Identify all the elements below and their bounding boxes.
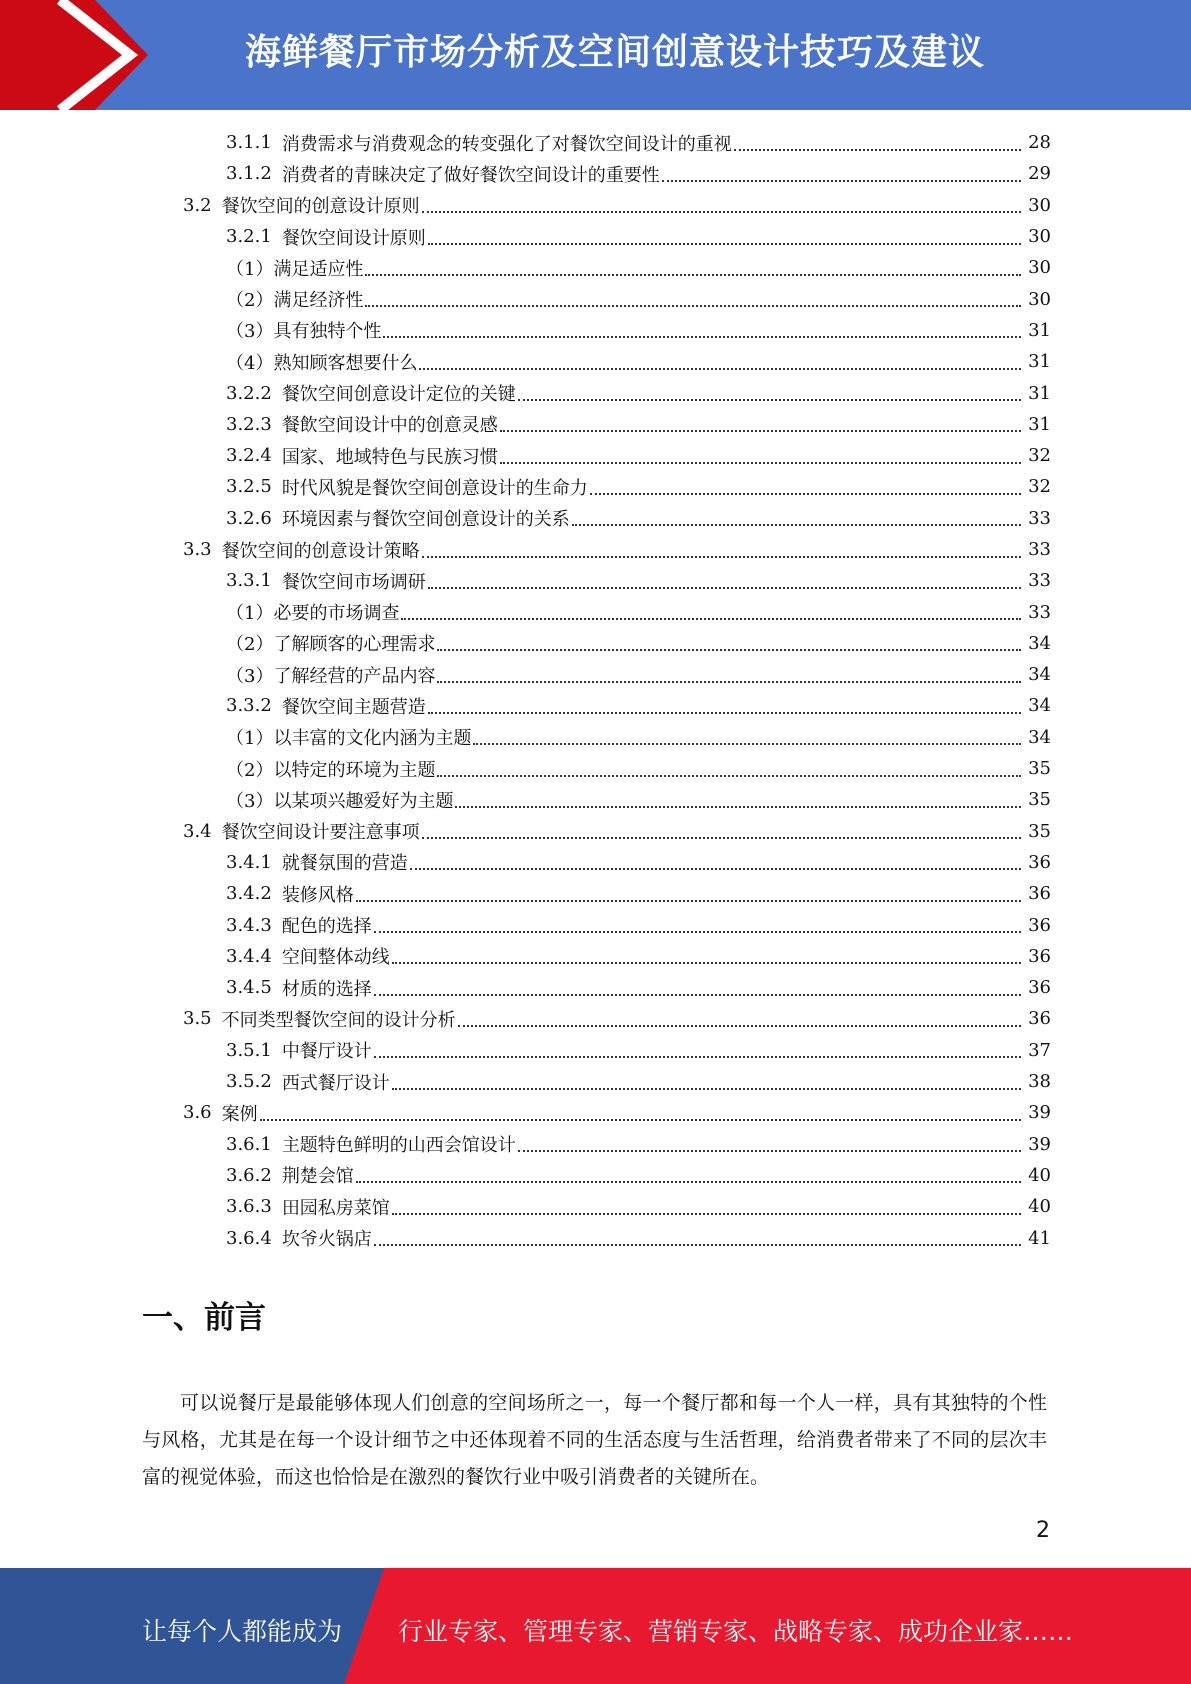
toc-entry[interactable] [0, 659, 1051, 690]
toc-entry-number: 3.1.2 [226, 163, 272, 185]
toc-entry-title: 不同类型餐饮空间的设计分析 [221, 1009, 456, 1031]
toc-entry-number: 3.4.4 [226, 945, 272, 967]
toc-entry-page: 31 [1028, 319, 1051, 341]
toc-entry-title: 餐饮空间主题营造 [281, 696, 426, 718]
toc-entry-page: 33 [1028, 507, 1051, 529]
toc-entry-number: 3.1.1 [226, 132, 272, 154]
toc-dot-leader [383, 336, 1021, 338]
toc-dot-leader [458, 1025, 1021, 1027]
toc-dot-leader [356, 1181, 1021, 1183]
toc-entry[interactable] [0, 221, 1051, 252]
toc-entry-number: （3） [226, 321, 274, 343]
toc-entry-title: 中餐厅设计 [281, 1041, 372, 1063]
toc-entry-title: 餐饮空间设计要注意事项 [221, 822, 420, 844]
toc-entry-title: 就餐氛围的营造 [281, 853, 408, 875]
toc-entry-page: 36 [1028, 1008, 1051, 1030]
footer-slogan-right: 行业专家、管理专家、营销专家、战略专家、成功企业家…… [398, 1617, 1074, 1646]
toc-dot-leader [437, 681, 1021, 683]
toc-entry[interactable] [0, 534, 1051, 565]
toc-entry-page: 41 [1028, 1227, 1051, 1249]
toc-dot-leader [500, 462, 1021, 464]
toc-entry[interactable] [0, 784, 1051, 815]
toc-entry-title: 满足经济性 [273, 290, 364, 312]
toc-entry-number: 3.4 [183, 820, 212, 842]
toc-entry-page: 33 [1028, 570, 1051, 592]
toc-entry-title: 国家、地域特色与民族习惯 [281, 446, 498, 468]
toc-entry-title: 田园私房菜馆 [281, 1197, 390, 1219]
toc-dot-leader [500, 430, 1021, 432]
toc-entry-number: 3.2.3 [226, 413, 272, 435]
toc-dot-leader [422, 211, 1021, 213]
section-heading: 一、前言 [142, 1300, 266, 1336]
page-header [0, 0, 1191, 110]
toc-entry-page: 39 [1028, 1133, 1051, 1155]
toc-entry[interactable] [0, 440, 1051, 471]
toc-entry[interactable] [0, 1066, 1051, 1097]
toc-entry-number: 3.2.5 [226, 476, 272, 498]
toc-entry-title: 案例 [221, 1103, 258, 1125]
toc-entry-number: 3.4.2 [226, 883, 272, 905]
toc-entry-title: 环境因素与餐饮空间创意设计的关系 [281, 509, 570, 531]
toc-entry-page: 36 [1028, 945, 1051, 967]
toc-entry-number: 3.6.3 [226, 1196, 272, 1218]
toc-entry-number: 3.4.1 [226, 851, 272, 873]
toc-entry-title: 餐飲空间设计中的创意灵感 [281, 415, 498, 437]
toc-entry[interactable] [0, 816, 1051, 847]
toc-dot-leader [428, 587, 1021, 589]
toc-entry[interactable] [0, 722, 1051, 753]
toc-entry-page: 35 [1028, 820, 1051, 842]
toc-entry[interactable] [0, 377, 1051, 408]
toc-entry[interactable] [0, 315, 1051, 346]
toc-entry[interactable] [0, 565, 1051, 596]
toc-entry-number: 3.5 [183, 1008, 212, 1030]
toc-dot-leader [428, 243, 1021, 245]
toc-entry-number: （2） [226, 290, 274, 312]
page-footer [0, 1568, 1191, 1684]
toc-dot-leader [422, 837, 1021, 839]
toc-entry-title: 餐饮空间市场调研 [281, 571, 426, 593]
toc-entry-title: 了解顾客的心理需求 [273, 634, 436, 656]
toc-entry-page: 38 [1028, 1071, 1051, 1093]
toc-entry[interactable] [0, 1097, 1051, 1128]
toc-dot-leader [392, 1213, 1021, 1215]
toc-entry[interactable] [0, 471, 1051, 502]
toc-dot-leader [356, 900, 1021, 902]
toc-entry-page: 37 [1028, 1039, 1051, 1061]
toc-dot-leader [455, 806, 1021, 808]
toc-entry[interactable] [0, 346, 1051, 377]
toc-entry[interactable] [0, 190, 1051, 221]
table-of-contents [0, 127, 1191, 1254]
toc-entry-number: 3.2.1 [226, 226, 272, 248]
toc-dot-leader [374, 1244, 1021, 1246]
toc-dot-leader [572, 524, 1021, 526]
toc-entry-number: 3.6.4 [226, 1227, 272, 1249]
toc-dot-leader [428, 712, 1021, 714]
toc-entry-title: 消费者的青睐决定了做好餐饮空间设计的重要性 [281, 164, 660, 186]
toc-entry-number: 3.3.2 [226, 695, 272, 717]
toc-entry-title: 材质的选择 [281, 978, 372, 1000]
toc-entry-number: 3.2.6 [226, 507, 272, 529]
toc-entry-page: 32 [1028, 476, 1051, 498]
toc-entry-title: 满足适应性 [273, 258, 364, 280]
toc-entry[interactable] [0, 158, 1051, 189]
toc-dot-leader [260, 1119, 1021, 1121]
toc-entry[interactable] [0, 753, 1051, 784]
toc-dot-leader [419, 368, 1021, 370]
toc-dot-leader [437, 775, 1021, 777]
toc-entry-title: 餐饮空间创意设计定位的关键 [281, 384, 516, 406]
toc-entry-page: 30 [1028, 288, 1051, 310]
toc-dot-leader [734, 149, 1021, 151]
toc-dot-leader [590, 493, 1021, 495]
toc-entry-page: 30 [1028, 226, 1051, 248]
toc-entry-title: 熟知顾客想要什么 [273, 352, 418, 374]
toc-entry-number: （3） [226, 790, 274, 812]
toc-entry[interactable] [0, 1003, 1051, 1034]
toc-entry-page: 34 [1028, 632, 1051, 654]
toc-entry-number: （2） [226, 634, 274, 656]
toc-entry-number: 3.2.2 [226, 382, 272, 404]
toc-entry[interactable] [0, 1129, 1051, 1160]
toc-entry-page: 30 [1028, 194, 1051, 216]
toc-entry-page: 31 [1028, 413, 1051, 435]
toc-dot-leader [392, 1088, 1021, 1090]
toc-entry-title: 以特定的环境为主题 [273, 759, 436, 781]
toc-entry-number: 3.4.5 [226, 977, 272, 999]
toc-entry-page: 40 [1028, 1164, 1051, 1186]
toc-entry-title: 必要的市场调查 [273, 603, 400, 625]
toc-dot-leader [401, 618, 1021, 620]
page-number: 2 [1036, 1518, 1050, 1543]
toc-entry-page: 40 [1028, 1196, 1051, 1218]
toc-entry-number: 3.3.1 [226, 570, 272, 592]
header-red-arrow-graphic [0, 0, 150, 110]
toc-entry-title: 以某项兴趣爱好为主题 [273, 790, 454, 812]
toc-entry-number: （1） [226, 728, 274, 750]
toc-entry[interactable] [0, 283, 1051, 314]
toc-entry-title: 具有独特个性 [273, 321, 382, 343]
toc-dot-leader [473, 743, 1021, 745]
toc-entry[interactable] [0, 252, 1051, 283]
toc-entry-page: 34 [1028, 726, 1051, 748]
toc-entry-number: 3.6.2 [226, 1164, 272, 1186]
toc-entry[interactable] [0, 628, 1051, 659]
toc-entry[interactable] [0, 1035, 1051, 1066]
toc-dot-leader [662, 180, 1021, 182]
toc-entry-page: 39 [1028, 1102, 1051, 1124]
footer-slogan-left: 让每个人都能成为 [142, 1617, 343, 1646]
toc-entry-page: 29 [1028, 163, 1051, 185]
toc-entry[interactable] [0, 127, 1051, 158]
toc-entry-page: 36 [1028, 977, 1051, 999]
toc-entry-page: 31 [1028, 382, 1051, 404]
toc-entry-title: 餐饮空间的创意设计策略 [221, 540, 420, 562]
toc-entry-number: （1） [226, 258, 274, 280]
toc-entry[interactable] [0, 909, 1051, 940]
toc-entry-page: 33 [1028, 539, 1051, 560]
toc-dot-leader [422, 556, 1021, 558]
toc-dot-leader [365, 305, 1021, 307]
toc-entry-number: （1） [226, 603, 274, 625]
toc-entry-page: 33 [1028, 601, 1051, 623]
toc-dot-leader [374, 994, 1021, 996]
toc-entry-title: 时代风貌是餐饮空间创意设计的生命力 [281, 477, 588, 499]
toc-entry-page: 36 [1028, 883, 1051, 905]
toc-dot-leader [374, 931, 1021, 933]
toc-entry-page: 34 [1028, 695, 1051, 717]
toc-entry-title: 装修风格 [281, 884, 354, 906]
toc-entry-title: 空间整体动线 [281, 947, 390, 969]
toc-entry-title: 餐饮空间的创意设计原则 [221, 196, 420, 218]
toc-entry-number: 3.6 [183, 1102, 212, 1124]
toc-entry-number: 3.6.1 [226, 1133, 272, 1155]
body-paragraph: 可以说餐厅是最能够体现人们创意的空间场所之一，每一个餐厅都和每一个人一样，具有其独特的个性与风格，尤其是在每一个设计细节之中还体现着不同的生活态度与生活哲理，给消费者带来了不同的层次丰富的视觉体验，而这也恰恰是在激烈的餐饮行业中吸引消费者的关键所在。 [142, 1392, 1047, 1488]
toc-entry-number: 3.2 [183, 194, 212, 216]
toc-dot-leader [374, 1056, 1021, 1058]
document-title: 海鲜餐厅市场分析及空间创意设计技巧及建议 [245, 32, 986, 73]
toc-entry-page: 34 [1028, 664, 1051, 686]
toc-entry-title: 坎爷火锅店 [281, 1229, 372, 1251]
toc-entry-title: 配色的选择 [281, 916, 372, 938]
toc-dot-leader [437, 649, 1021, 651]
toc-entry-title: 荆楚会馆 [281, 1166, 354, 1188]
toc-dot-leader [518, 399, 1021, 401]
toc-dot-leader [392, 962, 1021, 964]
toc-entry-number: （4） [226, 352, 274, 374]
toc-entry[interactable] [0, 878, 1051, 909]
toc-entry-number: 3.5.1 [226, 1039, 272, 1061]
toc-entry[interactable] [0, 1160, 1051, 1191]
toc-entry[interactable] [0, 503, 1051, 534]
toc-entry-page: 31 [1028, 351, 1051, 373]
toc-dot-leader [410, 868, 1021, 870]
toc-entry[interactable] [0, 1191, 1051, 1222]
toc-entry-page: 30 [1028, 257, 1051, 279]
toc-entry-title: 西式餐厅设计 [281, 1072, 390, 1094]
toc-entry[interactable] [0, 409, 1051, 440]
toc-entry[interactable] [0, 972, 1051, 1003]
toc-entry-number: 3.5.2 [226, 1071, 272, 1093]
toc-entry[interactable] [0, 847, 1051, 878]
toc-entry-number: （2） [226, 759, 274, 781]
toc-entry-number: 3.3 [183, 539, 212, 560]
toc-entry-number: 3.4.3 [226, 914, 272, 936]
toc-entry-page: 36 [1028, 914, 1051, 936]
toc-entry[interactable] [0, 596, 1051, 627]
toc-entry-title: 餐饮空间设计原则 [281, 227, 426, 249]
toc-entry-page: 35 [1028, 758, 1051, 780]
toc-entry-title: 了解经营的产品内容 [273, 665, 436, 687]
toc-entry[interactable] [0, 1222, 1051, 1253]
toc-entry-number: 3.2.4 [226, 445, 272, 467]
toc-entry-title: 消费需求与消费观念的转变强化了对餐饮空间设计的重视 [281, 133, 732, 155]
toc-entry-page: 28 [1028, 132, 1051, 154]
toc-entry-page: 32 [1028, 445, 1051, 467]
toc-entry-title: 主题特色鲜明的山西会馆设计 [281, 1135, 516, 1157]
toc-entry-number: （3） [226, 665, 274, 687]
toc-dot-leader [518, 1150, 1021, 1152]
toc-entry-page: 35 [1028, 789, 1051, 811]
toc-entry-page: 36 [1028, 851, 1051, 873]
toc-entry[interactable] [0, 690, 1051, 721]
toc-entry-title: 以丰富的文化内涵为主题 [273, 728, 472, 750]
toc-entry[interactable] [0, 941, 1051, 972]
toc-dot-leader [365, 274, 1021, 276]
